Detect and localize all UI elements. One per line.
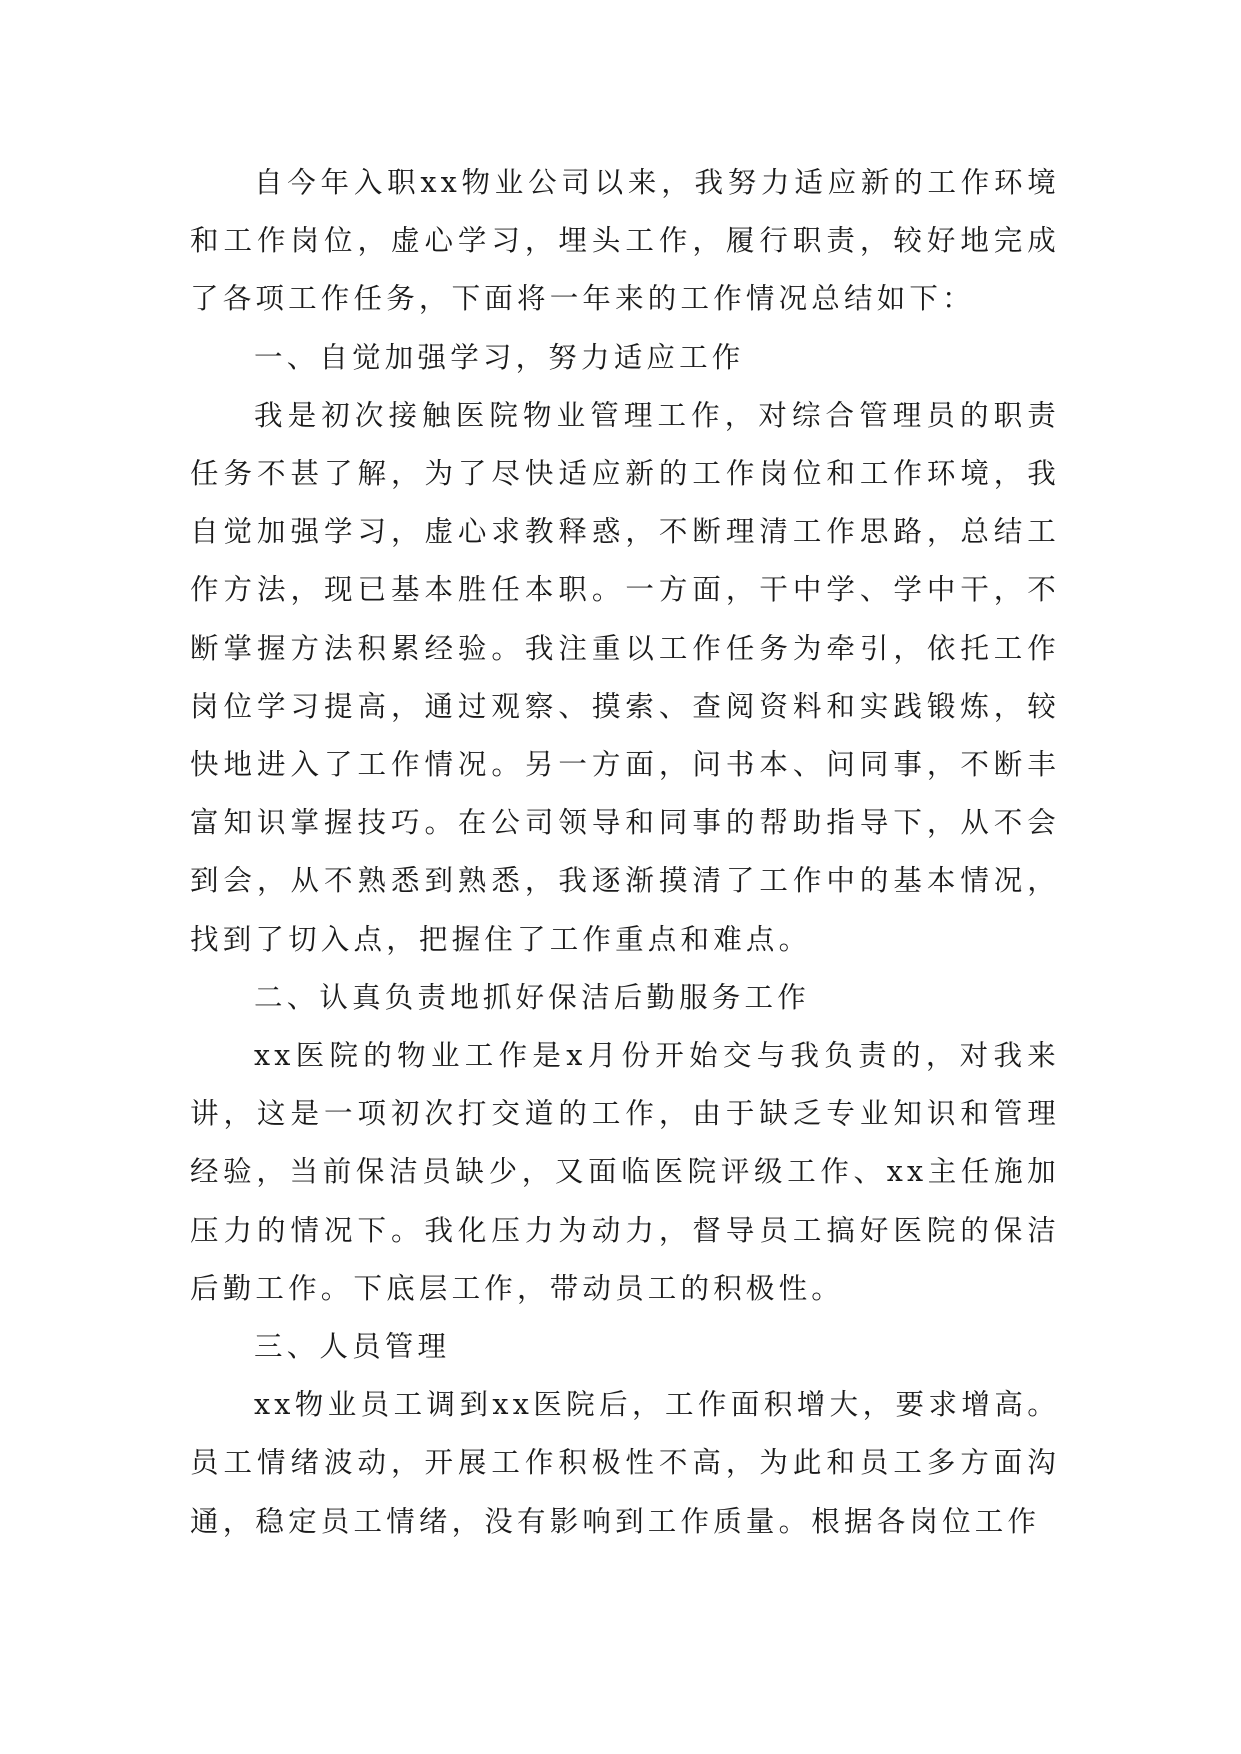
section-heading-2: 二、认真负责地抓好保洁后勤服务工作 xyxy=(254,980,810,1014)
section-heading-3: 三、人员管理 xyxy=(254,1330,451,1364)
section-2-paragraph: xx医院的物业工作是x月份开始交与我负责的，对我来讲，这是一项初次打交道的工作，由于缺乏专业知识和管理经验，当前保洁员缺少，又面临医院评级工作、xx主任施加压力的情况下。我化压力为动力，督导员工搞好医院的保洁后勤工作。下底层工作，带动员工的积极性。 xyxy=(190,1039,1060,1305)
intro-paragraph: 自今年入职xx物业公司以来，我努力适应新的工作环境和工作岗位，虚心学习，埋头工作，履行职责，较好地完成了各项工作任务，下面将一年来的工作情况总结如下： xyxy=(190,166,1060,316)
document-body xyxy=(190,154,1060,1551)
section-heading-1: 一、自觉加强学习，努力适应工作 xyxy=(254,340,745,374)
section-1-paragraph: 我是初次接触医院物业管理工作，对综合管理员的职责任务不甚了解，为了尽快适应新的工作岗位和工作环境，我自觉加强学习，虚心求教释惑，不断理清工作思路，总结工作方法，现已基本胜任本职。一方面，干中学、学中干，不断掌握方法积累经验。我注重以工作任务为牵引，依托工作岗位学习提高，通过观察、摸索、查阅资料和实践锻炼，较快地进入了工作情况。另一方面，问书本、问同事，不断丰富知识掌握技巧。在公司领导和同事的帮助指导下，从不会到会，从不熟悉到熟悉，我逐渐摸清了工作中的基本情况，找到了切入点，把握住了工作重点和难点。 xyxy=(190,398,1060,956)
section-3-paragraph: xx物业员工调到xx医院后，工作面积增大，要求增高。员工情绪波动，开展工作积极性不高，为此和员工多方面沟通，稳定员工情绪，没有影响到工作质量。根据各岗位工作 xyxy=(190,1388,1060,1538)
